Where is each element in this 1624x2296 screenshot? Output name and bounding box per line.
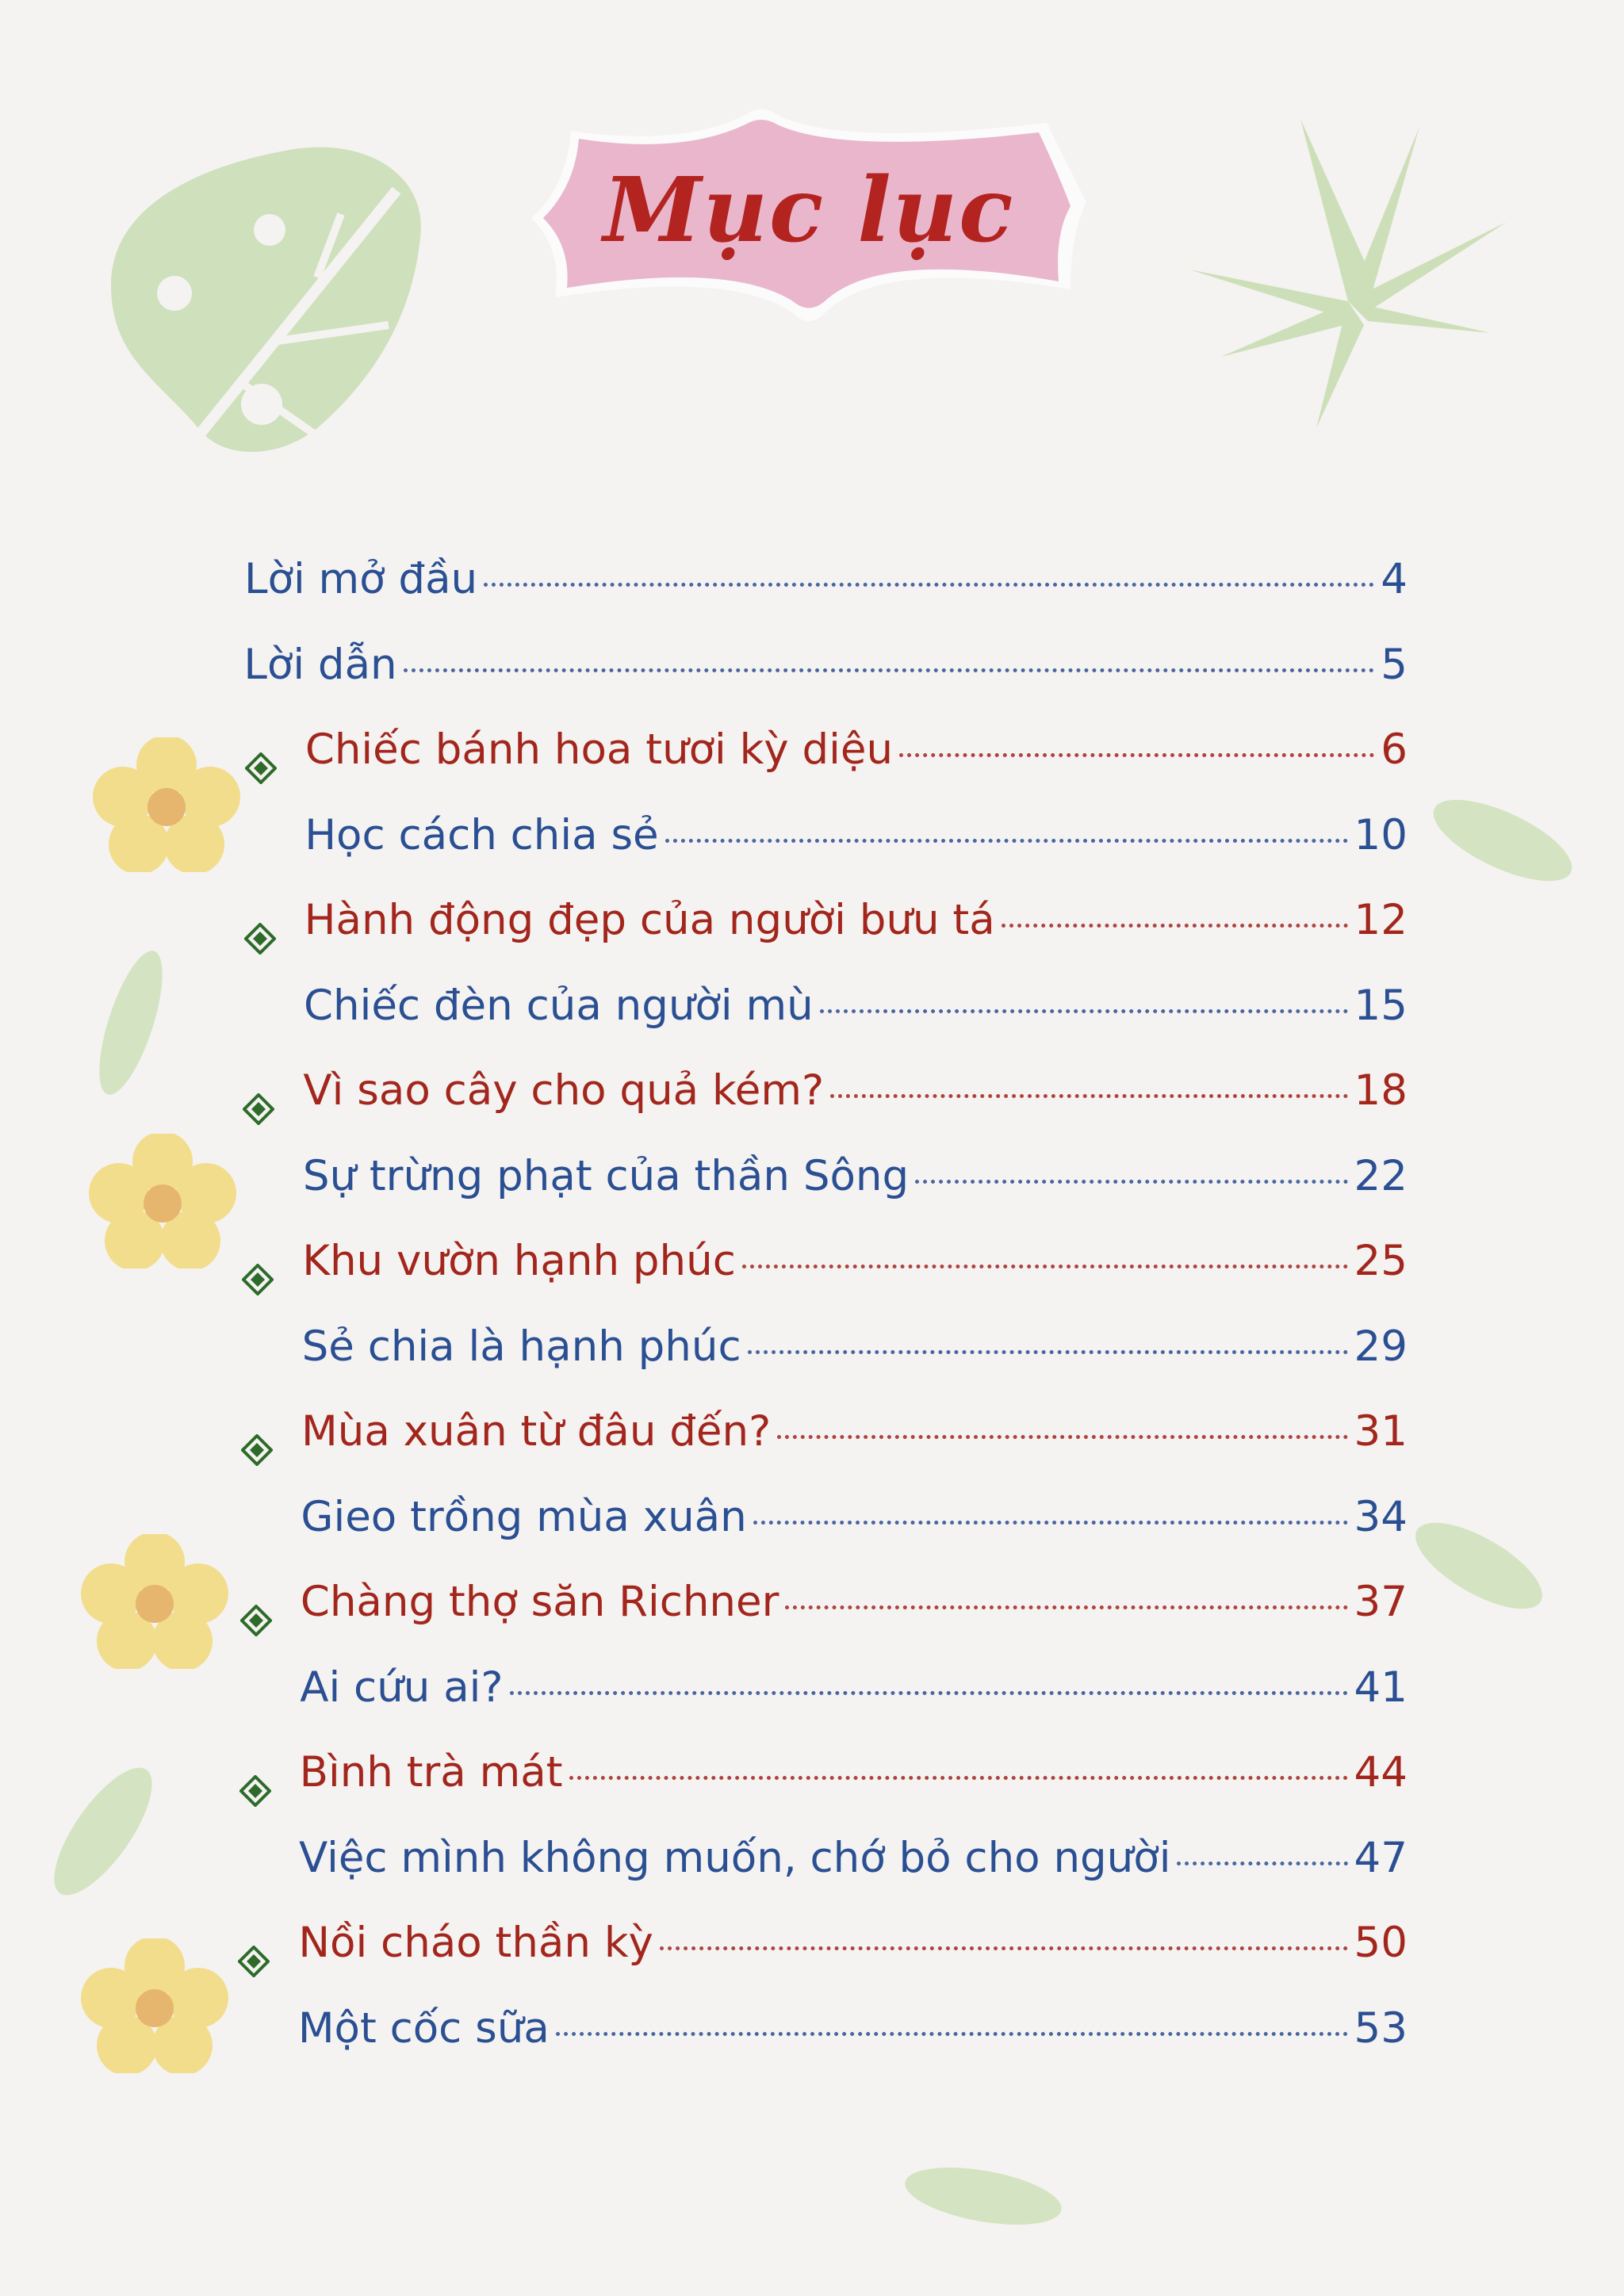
toc-entry[interactable]	[230, 2004, 1408, 2090]
toc-entry-title: Ai cứu ai?	[300, 1663, 504, 1712]
toc-entry-page: 29	[1354, 1322, 1408, 1371]
dot-leader	[915, 1180, 1347, 1184]
dot-leader	[1002, 924, 1348, 928]
toc-entry[interactable]	[236, 896, 1408, 982]
table-of-contents	[238, 555, 1408, 2089]
dot-leader	[1177, 1862, 1347, 1866]
toc-entry-page: 15	[1354, 981, 1408, 1030]
toc-entry-page: 47	[1354, 1833, 1408, 1882]
diamond-bullet-icon	[240, 1605, 277, 1636]
diamond-bullet-icon	[244, 923, 281, 955]
flower-decoration	[79, 1534, 230, 1669]
leaf-decoration	[87, 943, 174, 1102]
dot-leader	[665, 839, 1348, 843]
toc-entry[interactable]	[234, 1322, 1408, 1408]
diamond-bullet-icon	[243, 1093, 279, 1125]
dot-leader	[404, 668, 1375, 672]
toc-entry-page: 5	[1381, 640, 1408, 689]
diamond-bullet-icon	[239, 1775, 276, 1807]
toc-entry-title: Bình trà mát	[299, 1748, 563, 1797]
leaf-decoration	[48, 1752, 159, 1911]
dot-leader	[830, 1094, 1347, 1098]
toc-entry-page: 34	[1354, 1492, 1408, 1541]
toc-entry-title: Chiếc đèn của người mù	[304, 981, 814, 1030]
leaf-decoration	[1404, 1506, 1554, 1625]
toc-entry-title: Lời mở đầu	[244, 555, 478, 603]
monstera-leaf-decoration	[79, 119, 444, 468]
dot-leader	[748, 1350, 1348, 1354]
dot-leader	[753, 1521, 1348, 1525]
dot-leader	[660, 1946, 1348, 1950]
leaf-decoration	[896, 2149, 1071, 2244]
toc-entry-page: 44	[1354, 1748, 1408, 1797]
toc-entry-title: Học cách chia sẻ	[304, 810, 659, 859]
leaf-decoration	[1419, 785, 1586, 896]
toc-entry[interactable]	[235, 1066, 1408, 1152]
toc-entry-page: 18	[1354, 1066, 1408, 1115]
dot-leader	[820, 1009, 1348, 1013]
toc-entry-title: Sự trừng phạt của thần Sông	[302, 1151, 910, 1200]
toc-entry[interactable]	[231, 1834, 1408, 1919]
toc-entry-title: Chàng thợ săn Richner	[300, 1578, 779, 1626]
dot-leader	[510, 1691, 1348, 1695]
diamond-bullet-icon	[238, 1946, 274, 1977]
dot-leader	[899, 753, 1374, 757]
toc-entry[interactable]	[238, 555, 1408, 641]
diamond-bullet-icon	[242, 1264, 278, 1295]
dot-leader	[556, 2032, 1348, 2036]
toc-entry-page: 10	[1354, 810, 1408, 859]
diamond-bullet-icon	[245, 752, 282, 784]
toc-entry-title: Hành động đẹp của người bưu tá	[304, 896, 995, 944]
dot-leader	[569, 1776, 1348, 1780]
toc-entry-page: 25	[1354, 1237, 1408, 1285]
title-banner	[523, 99, 1094, 337]
toc-entry[interactable]	[232, 1493, 1408, 1578]
toc-entry-title: Mùa xuân từ đâu đến?	[301, 1407, 772, 1456]
toc-entry-title: Vì sao cây cho quả kém?	[303, 1066, 825, 1115]
page-title: Mục lục	[603, 158, 1015, 262]
toc-entry-title: Khu vườn hạnh phúc	[302, 1237, 736, 1285]
toc-entry-page: 37	[1354, 1578, 1408, 1626]
toc-entry[interactable]	[236, 982, 1408, 1067]
toc-entry-page: 6	[1381, 725, 1408, 774]
dot-leader	[742, 1265, 1348, 1269]
toc-entry[interactable]	[230, 1919, 1408, 2004]
toc-entry-page: 50	[1354, 1919, 1408, 1967]
toc-entry-page: 41	[1354, 1663, 1408, 1712]
toc-entry-title: Chiếc bánh hoa tươi kỳ diệu	[304, 725, 894, 774]
diamond-bullet-icon	[241, 1434, 278, 1466]
toc-entry-title: Sẻ chia là hạnh phúc	[301, 1322, 741, 1371]
toc-entry[interactable]	[232, 1663, 1408, 1749]
toc-entry-title: Lời dẫn	[243, 640, 397, 689]
flower-decoration	[79, 1938, 230, 2073]
toc-entry[interactable]	[237, 725, 1408, 811]
toc-entry[interactable]	[232, 1578, 1408, 1663]
flower-decoration	[91, 737, 242, 872]
toc-entry-page: 12	[1354, 896, 1408, 944]
toc-entry-title: Nồi cháo thần kỳ	[298, 1919, 653, 1967]
toc-entry-page: 22	[1354, 1151, 1408, 1200]
dot-leader	[777, 1435, 1347, 1439]
toc-entry-page: 4	[1381, 555, 1408, 603]
toc-entry[interactable]	[233, 1407, 1408, 1493]
toc-entry-title: Một cốc sữa	[297, 2003, 550, 2053]
toc-entry-page: 53	[1354, 2003, 1408, 2053]
toc-entry[interactable]	[235, 1152, 1408, 1238]
dot-leader	[785, 1605, 1347, 1609]
toc-entry[interactable]	[232, 1748, 1408, 1834]
toc-entry[interactable]	[237, 641, 1408, 726]
toc-entry[interactable]	[236, 811, 1408, 897]
toc-entry-page: 31	[1354, 1407, 1408, 1456]
palm-leaf-decoration	[1174, 95, 1522, 452]
toc-entry-title: Gieo trồng mùa xuân	[301, 1492, 747, 1541]
toc-entry-title: Việc mình không muốn, chớ bỏ cho người	[299, 1833, 1171, 1882]
flower-decoration	[87, 1134, 238, 1269]
toc-entry[interactable]	[234, 1237, 1408, 1322]
dot-leader	[484, 583, 1374, 587]
